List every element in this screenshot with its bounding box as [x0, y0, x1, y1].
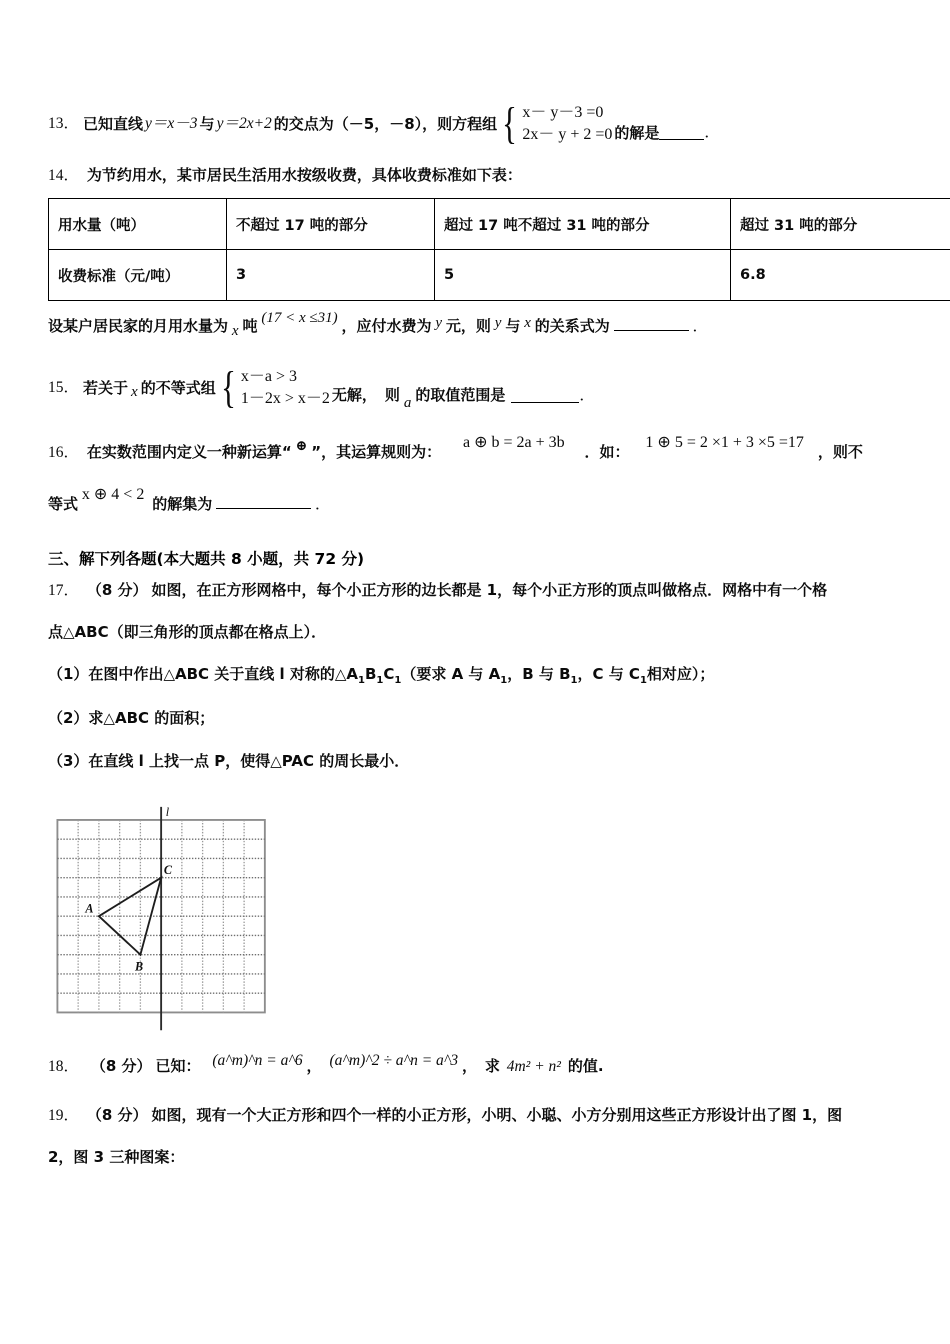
- question-16-example: 1 ⊕ 5 = 2 ×1 + 3 ×5 =17: [645, 433, 804, 451]
- question-19-text-line-2: 2，图 3 三种图案：: [48, 1148, 185, 1167]
- q17-sub3-text: （3）在直线 l 上找一点 P，使得△PAC 的周长最小．: [48, 751, 410, 770]
- question-14-followup: [48, 310, 914, 340]
- question-17-sub-1: [48, 663, 914, 688]
- question-16-line2-text-2: 的解集为: [152, 494, 213, 513]
- question-17-sub-3: [48, 750, 914, 773]
- question-16-text-2: ”，其运算规则为：: [311, 442, 442, 461]
- question-14-after-4: 元，则: [445, 317, 491, 336]
- question-15-text-before: 若关于: [83, 378, 129, 397]
- question-18-target: 4m² + n²: [506, 1057, 561, 1075]
- question-17-line-2: [48, 621, 914, 644]
- question-15-system: [218, 363, 330, 413]
- question-13-answer-blank[interactable]: [659, 139, 704, 140]
- q17-sub1-mid-5: ，C 与 C: [577, 665, 640, 684]
- question-18-ask: 求: [484, 1056, 500, 1075]
- question-17-sub-2: [48, 707, 914, 730]
- table-cell-rate-header: 收费标准（元/吨）: [49, 250, 227, 301]
- q17-sub1-mid-1: B: [364, 665, 377, 684]
- question-17-score: （8 分）: [86, 580, 148, 599]
- q17-sub1-subscript-3: 1: [394, 675, 402, 687]
- q17-sub1-subscript-2: 1: [376, 675, 384, 687]
- q17-sub1-mid-3: （要求 A 与 A: [401, 665, 501, 684]
- question-14-range: (17 < x ≤31): [261, 310, 338, 327]
- question-14-period: ．: [692, 318, 709, 336]
- q17-sub1-pre: （1）在图中作出△ABC 关于直线 l 对称的△A: [48, 665, 358, 684]
- grid-figure-svg: [48, 805, 278, 1033]
- q17-sub1-mid-2: C: [383, 665, 395, 684]
- question-16-text-4: ，则不: [817, 442, 863, 461]
- question-18-comma-2: ，: [461, 1056, 477, 1075]
- question-13-equation-1: y＝x－3: [145, 115, 198, 133]
- oplus-icon: ⊕: [295, 438, 308, 454]
- question-13-equation-2: y＝2x+2: [216, 115, 272, 133]
- question-18-score: （8 分）: [90, 1056, 152, 1075]
- question-14-after-3: ，应付水费为: [341, 317, 432, 336]
- question-13-system: [499, 99, 613, 149]
- question-19-score: （8 分）: [86, 1106, 148, 1125]
- table-row: [49, 199, 950, 250]
- question-14-after-1: 设某户居民家的月用水量为: [48, 317, 229, 336]
- question-13-mid-2: 的交点为（－5，－8），则方程组: [273, 114, 498, 133]
- left-brace-icon: {: [220, 363, 236, 413]
- question-19-number: 19．: [48, 1107, 80, 1125]
- symmetry-line-label: l: [165, 805, 170, 820]
- question-13-mid-1: 与: [199, 114, 215, 133]
- table-cell-tier-3: 超过 31 吨的部分: [731, 199, 950, 250]
- q17-sub1-subscript-4: 1: [500, 675, 508, 687]
- question-13-system-row-1: x－ y－3 =0: [522, 104, 604, 122]
- vertex-label-a: A: [85, 901, 94, 916]
- question-16-line-1: [48, 433, 914, 465]
- question-15-text-after-1: 无解，: [331, 386, 377, 405]
- question-18-expression-2: (a^m)^2 ÷ a^n = a^3: [329, 1051, 459, 1069]
- table-cell-tier-1: 不超过 17 吨的部分: [227, 199, 435, 250]
- table-cell-rate-2: 5: [435, 250, 731, 301]
- vertex-label-c: C: [163, 862, 173, 877]
- question-16-line2-text-1: 等式: [48, 494, 79, 513]
- question-16-text-3: ．如：: [584, 442, 630, 461]
- question-15-period: ．: [579, 386, 595, 404]
- question-18-expression-1: (a^m)^n = a^6: [212, 1051, 303, 1069]
- q17-sub1-subscript-6: 1: [639, 675, 647, 687]
- question-17-text-line-2: 点△ABC（即三角形的顶点都在格点上）．: [48, 623, 327, 641]
- page-content: [48, 100, 914, 1170]
- question-17-figure: [48, 789, 914, 1041]
- question-18: [48, 1051, 914, 1078]
- question-14-var-x: x: [231, 323, 239, 340]
- question-17-line-1: [48, 579, 914, 602]
- question-19-text-line-1: 如图，现有一个大正方形和四个一样的小正方形，小明、小聪、小方分别用这些正方形设计出了图 1，图: [151, 1106, 843, 1125]
- question-16-line-2: [48, 485, 914, 517]
- question-14-stem-text: 为节约用水，某市居民生活用水按级收费，具体收费标准如下表：: [86, 166, 522, 184]
- question-13: [48, 100, 914, 148]
- question-17-text-line-1: 如图，在正方形网格中，每个小正方形的边长都是 1，每个小正方形的顶点叫做格点．网格中有一个格: [151, 580, 828, 599]
- left-brace-icon: {: [502, 99, 518, 149]
- table-cell-rate-1: 3: [227, 250, 435, 301]
- question-15-text-after-3: 的取值范围是: [415, 386, 506, 405]
- question-19-line-2: [48, 1146, 914, 1169]
- question-14-number: 14．: [48, 167, 80, 184]
- question-14-after-6: 的关系式为: [534, 317, 610, 336]
- question-14-var-y: y: [435, 315, 443, 332]
- question-16-text-1: 在实数范围内定义一种新运算“: [86, 442, 292, 461]
- question-13-system-rows: [522, 102, 612, 145]
- table-cell-tier-2: 超过 17 吨不超过 31 吨的部分: [435, 199, 731, 250]
- question-14-after-2: 吨: [242, 317, 258, 336]
- q17-sub1-subscript-1: 1: [357, 675, 365, 687]
- question-15-mid: 的不等式组: [140, 378, 216, 397]
- question-15-answer-blank[interactable]: [511, 402, 579, 403]
- question-14-var-y2: y: [494, 315, 502, 332]
- question-18-comma: ，: [306, 1056, 322, 1075]
- question-18-known: 已知：: [155, 1056, 201, 1075]
- question-15-var-x: x: [131, 383, 138, 400]
- question-13-number: 13．: [48, 115, 80, 133]
- vertex-label-b: B: [134, 959, 144, 974]
- section-3-heading: 三、解下列各题(本大题共 8 小题，共 72 分): [48, 549, 365, 568]
- question-16-inequality: x ⊕ 4 < 2: [81, 485, 145, 503]
- question-15: [48, 365, 914, 411]
- question-13-system-row-2: 2x－ y + 2 =0: [522, 126, 613, 143]
- question-15-number: 15．: [48, 379, 80, 397]
- q17-sub1-mid-4: ，B 与 B: [507, 665, 571, 684]
- q17-sub2-text: （2）求△ABC 的面积；: [48, 709, 215, 728]
- question-18-tail: 的值.: [567, 1056, 604, 1075]
- question-15-var-a: a: [403, 395, 412, 412]
- question-19-line-1: [48, 1104, 914, 1127]
- question-14-var-x2: x: [524, 315, 531, 332]
- table-cell-usage-header: 用水量（吨）: [49, 199, 227, 250]
- question-13-period: ．: [704, 123, 720, 141]
- question-13-text-after: 的解是: [614, 123, 660, 142]
- question-16-answer-blank[interactable]: [216, 508, 311, 509]
- question-17-number: 17．: [48, 581, 80, 599]
- question-14-after-5: 与: [505, 317, 521, 336]
- question-15-system-row-2: 1－2x > x－2: [240, 389, 330, 407]
- question-15-system-row-1: x－a > 3: [240, 368, 297, 386]
- fee-standard-table: [48, 198, 950, 301]
- table-row: [49, 250, 950, 301]
- table-cell-rate-3: 6.8: [731, 250, 950, 301]
- question-15-system-rows: [241, 366, 330, 409]
- q17-sub1-subscript-5: 1: [570, 675, 578, 687]
- question-13-text-before: 已知直线: [83, 114, 144, 133]
- question-16-rule: a ⊕ b = 2a + 3b: [462, 433, 565, 451]
- question-16-period: ．: [314, 495, 331, 513]
- question-16-number: 16．: [48, 443, 80, 461]
- question-18-number: 18．: [48, 1057, 80, 1075]
- question-15-text-after-2: 则: [384, 386, 400, 405]
- q17-sub1-end: 相对应）；: [646, 665, 715, 684]
- question-14-answer-blank[interactable]: [614, 330, 689, 331]
- question-14-stem: [48, 164, 914, 187]
